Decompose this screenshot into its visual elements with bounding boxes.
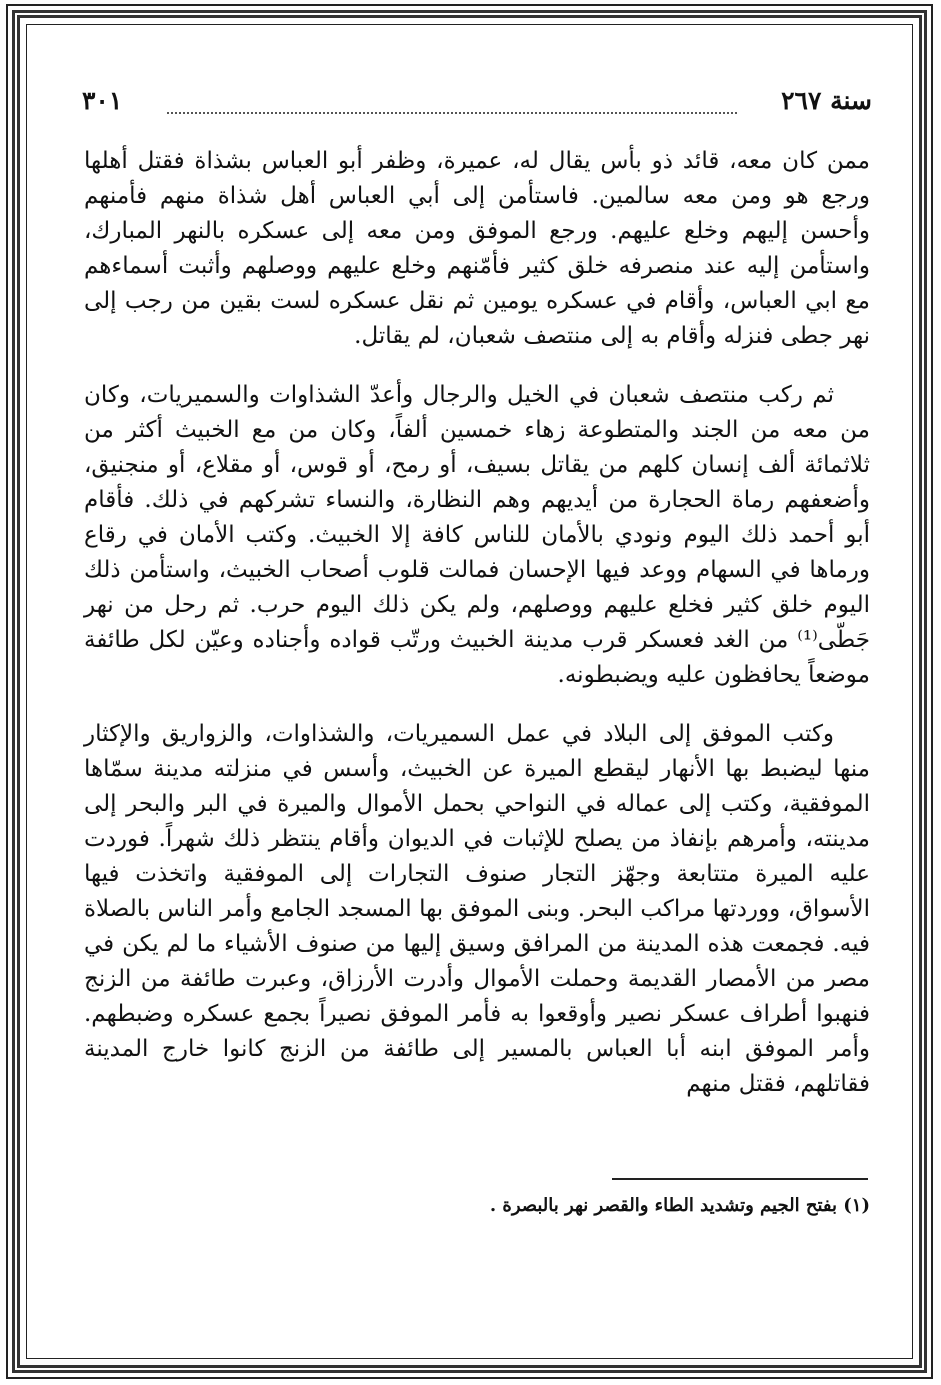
main-text xyxy=(84,144,870,1102)
page-number: ٣٠١ xyxy=(82,86,123,115)
footnote-separator xyxy=(612,1178,868,1180)
footnote: (١) بفتح الجيم وتشديد الطاء والقصر نهر بالبصرة . xyxy=(489,1195,870,1216)
header-dotted-leader xyxy=(167,112,737,114)
paragraph-2: ثم ركب منتصف شعبان في الخيل والرجال وأعدّ الشذاوات والسميريات، وكان من معه من الجند والمتطوعة زهاء خمسين ألفاً، وكان من مع الخبيث أكثر من ثلاثمائة ألف إنسان كلهم من يقاتل بسيف، أو رمح، أو قوس، أو مقلاع، أو منجنيق، وأضعفهم رماة الحجارة من أيديهم وهم النظارة، والنساء تشركهم في ذلك. فأقام أبو أحمد ذلك اليوم ونودي بالأمان للناس كافة إلا الخبيث. وكتب الأمان في رقاع ورماها في السهام ووعد فيها الإحسان فمالت قلوب أصحاب الخبيث، واستأمن ذلك اليوم خلق كثير فخلع عليهم ووصلهم، ولم يكن ذلك اليوم حرب. ثم رحل من نهر جَطّى⁽¹⁾ من الغد فعسكر قرب مدينة الخبيث ورتّب قواده وأجناده وعيّن لكل طائفة موضعاً يحافظون عليه ويضبطونه. xyxy=(84,382,870,688)
running-header xyxy=(82,86,872,124)
paragraph-1: ممن كان معه، قائد ذو بأس يقال له، عميرة، وظفر أبو العباس بشذاة فقتل أهلها ورجع هو ومن معه سالمين. فاستأمن إلى أبي العباس أهل شذاة منهم فأمنهم وأحسن إليهم وخلع عليهم. ورجع الموفق ومن معه إلى عسكره بالنهر المبارك، واستأمن إليه عند منصرفه خلق كثير فأمّنهم وخلع عليهم ووصلهم وأثبت أسماءهم مع ابي العباس، وأقام في عسكره يومين ثم نقل عسكره لست بقين من رجب إلى نهر جطى فنزله وأقام به إلى منتصف شعبان، لم يقاتل. xyxy=(84,148,870,349)
header-year: سنة ٢٦٧ xyxy=(781,86,872,115)
paragraph-3: وكتب الموفق إلى البلاد في عمل السميريات، والشذاوات، والزواريق والإكثار منها ليضبط بها الأنهار ليقطع الميرة عن الخبيث، وأسس في منزلته مدينة سمّاها الموفقية، وكتب إلى عماله في النواحي بحمل الأموال والميرة في البر والبحر إلى مدينته، وأمرهم بإنفاذ من يصلح للإثبات في الديوان وأقام ينتظر ذلك شهراً. فوردت عليه الميرة متتابعة وجهّز التجار صنوف التجارات إلى الموفقية واتخذت فيها الأسواق، ووردتها مراكب البحر. وبنى الموفق بها المسجد الجامع وأمر الناس بالصلاة فيه. فجمعت هذه المدينة من المرافق وسيق إليها من صنوف الأشياء ما لم يكن في مصر من الأمصار القديمة وحملت الأموال وأدرت الأرزاق، وعبرت طائفة من الزنج فنهبوا أطراف عسكر نصير وأوقعوا به فأمر الموفق نصيراً بجمع عسكره وضبطهم. وأمر الموفق ابنه أبا العباس بالمسير إلى طائفة من الزنج كانوا خارج المدينة فقاتلهم، فقتل منهم xyxy=(84,721,870,1097)
